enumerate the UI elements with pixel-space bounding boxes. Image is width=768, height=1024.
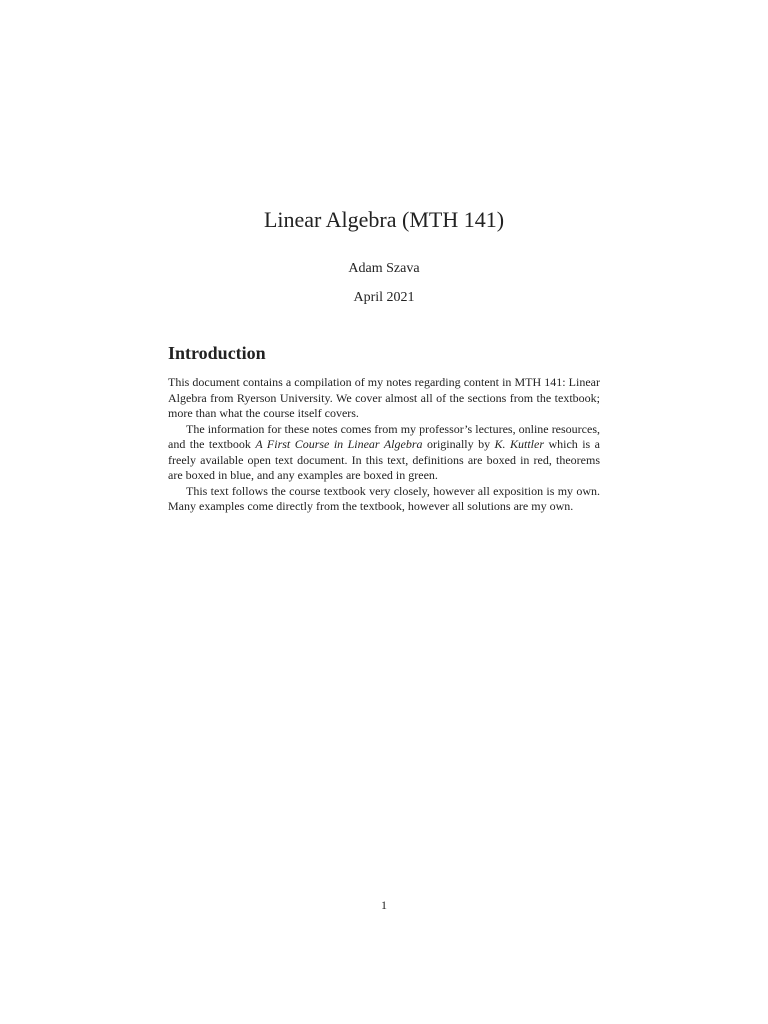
page-number: 1: [381, 898, 387, 912]
document-date: April 2021: [353, 290, 415, 305]
paragraph-3: This text follows the course textbook very closely, however all exposition is my own. Many examples come directly from the textbook, however all solutions are my own.: [168, 483, 600, 513]
textbook-author: K. Kuttler: [494, 437, 544, 451]
paragraph-2-text-b: originally by: [422, 437, 495, 451]
document-title: Linear Algebra (MTH 141): [263, 207, 505, 232]
section-heading-introduction: Introduction: [168, 343, 266, 363]
paragraph-2-text-c: which is a freely available open text document. In this text, definitions are boxed in red, theorems are boxed in blue, and any examples are boxed in green.: [168, 437, 601, 482]
textbook-title: A First Course in Linear Algebra: [255, 437, 423, 451]
introduction-body: [168, 375, 600, 515]
paragraph-2: [168, 422, 600, 484]
paragraph-2-text-a: The information for these notes comes from my professor’s lectures, online resources, and the textbook: [168, 421, 600, 451]
document-author: Adam Szava: [348, 261, 420, 276]
paragraph-1: This document contains a compilation of my notes regarding content in MTH 141: Linear Algebra from Ryerson University. We cover almost all of the sections from the textbook; more than what the course itself covers.: [168, 375, 600, 420]
